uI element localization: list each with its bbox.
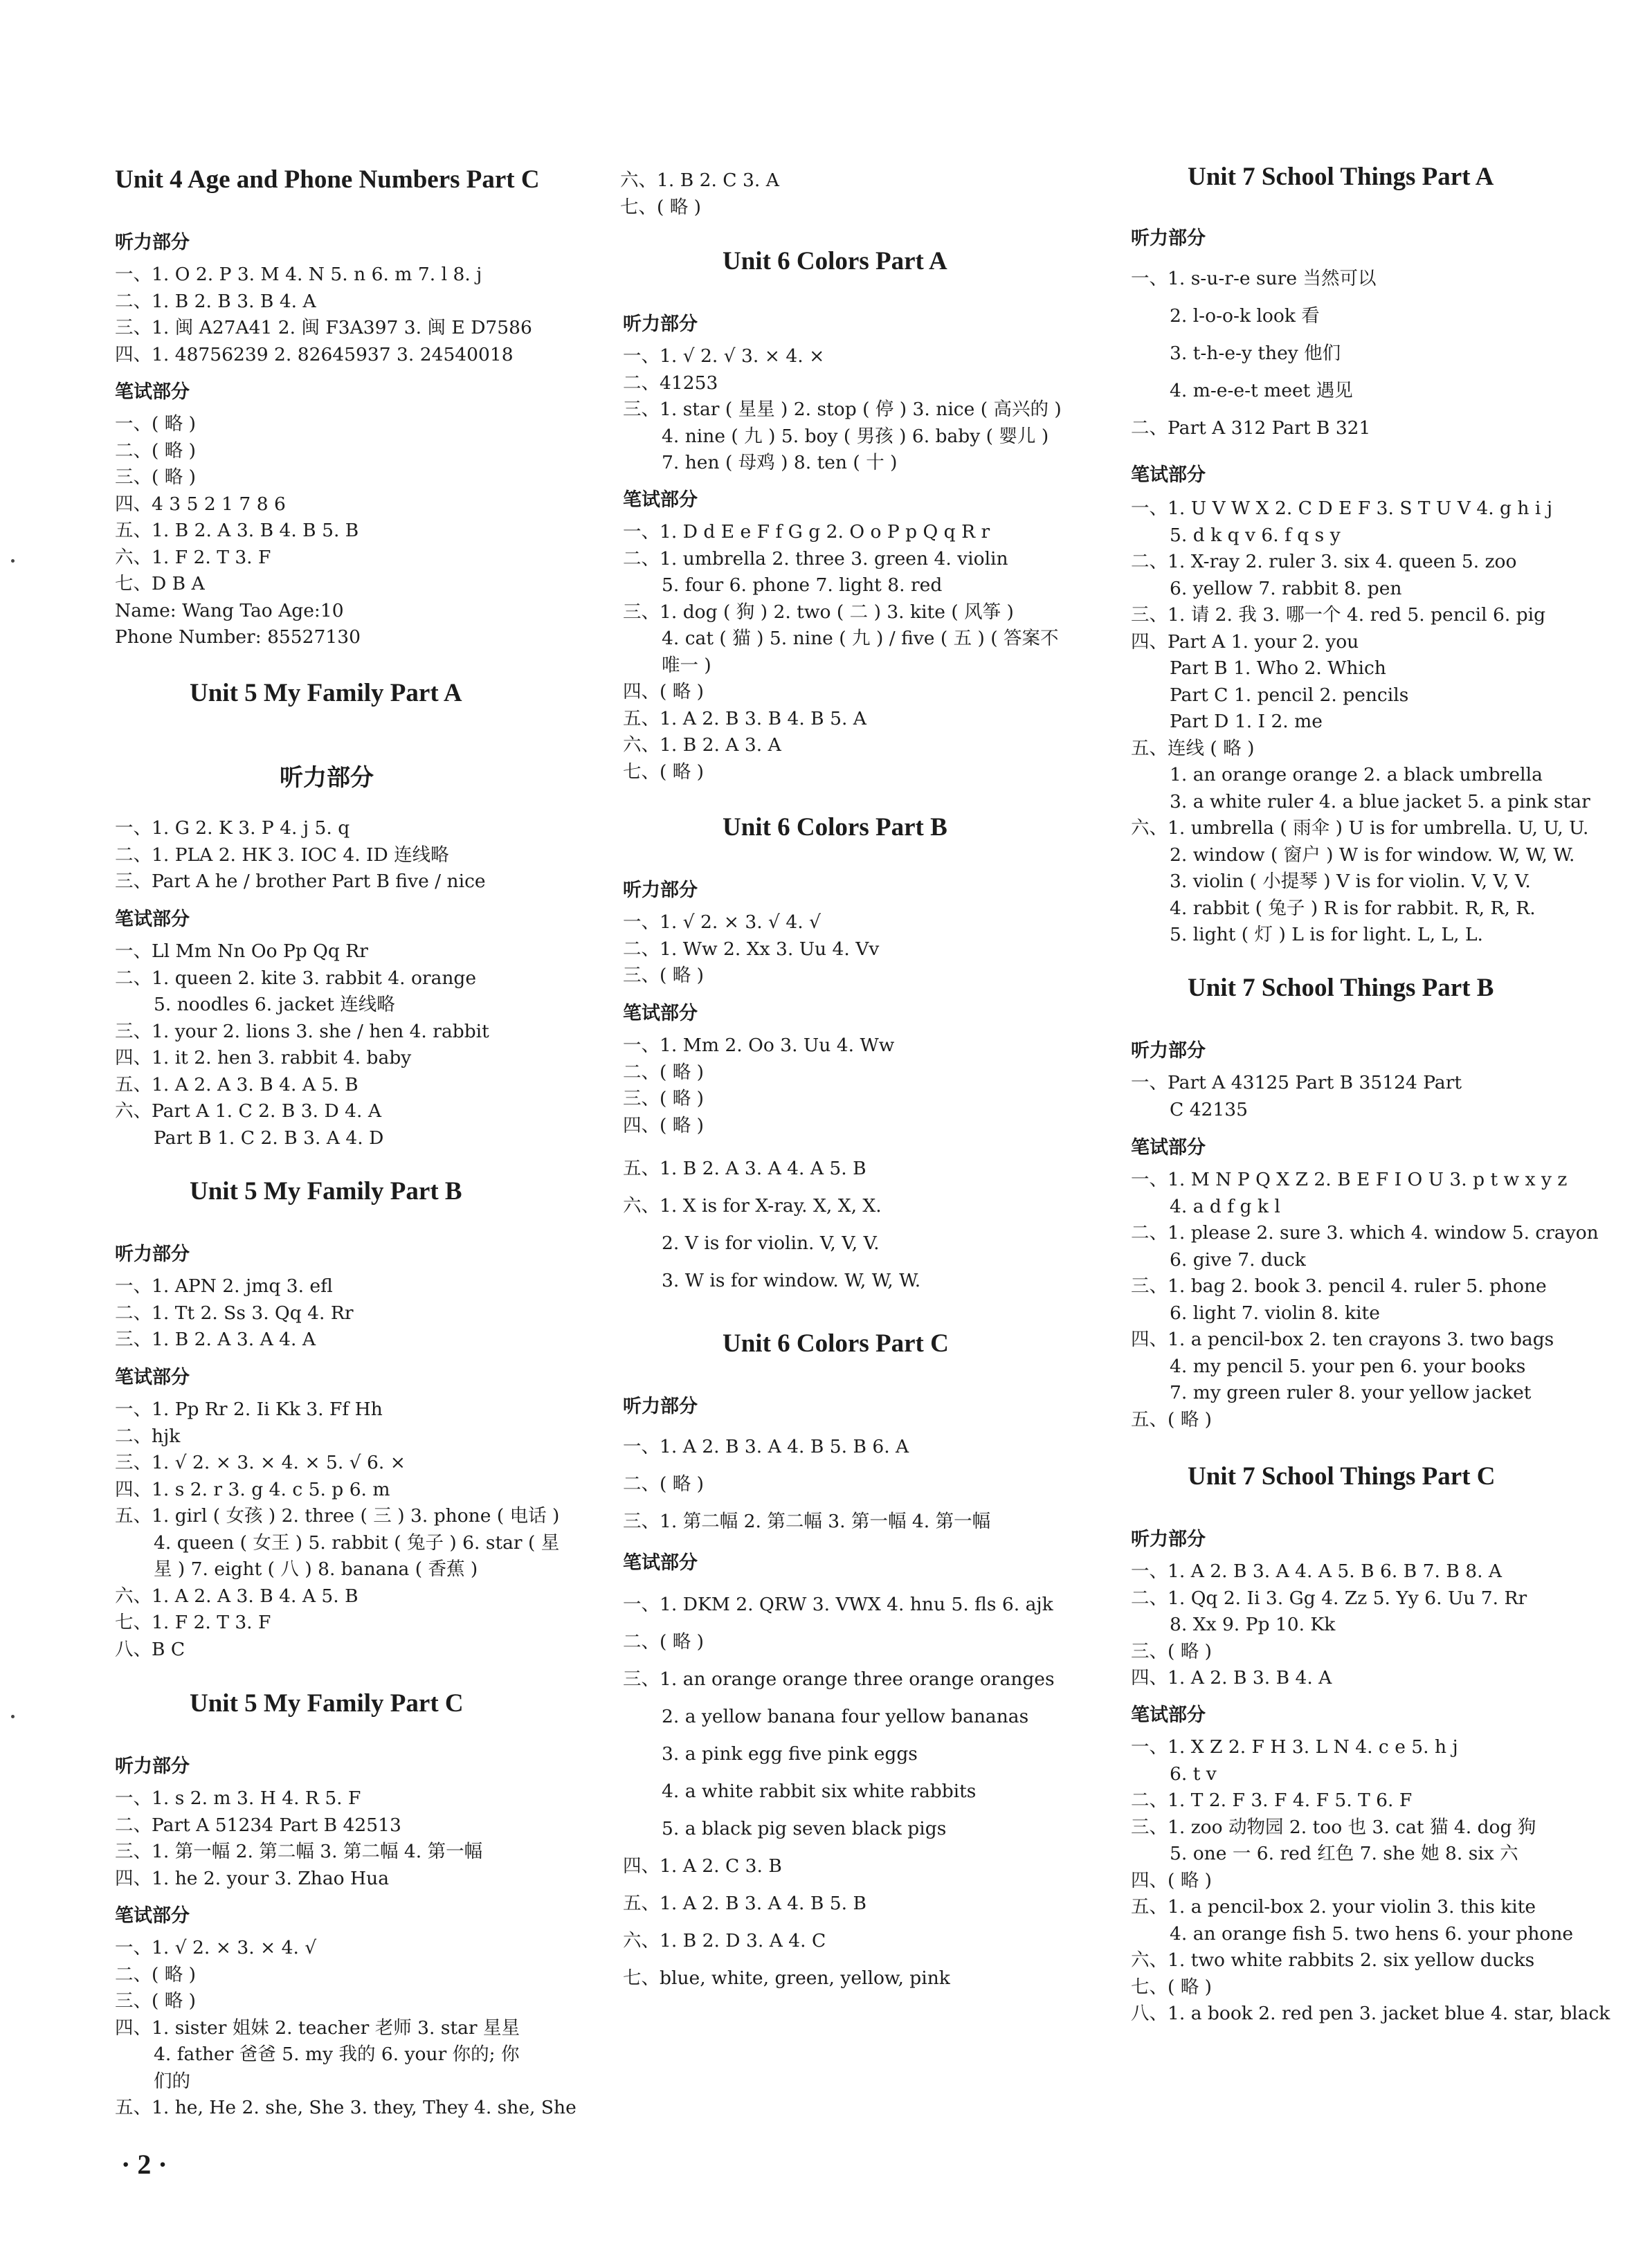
answer-line: 三、1. dog ( 狗 ) 2. two ( 二 ) 3. kite ( 风筝 ) [623,601,1014,623]
answer-list [623,519,1059,785]
answer-list [1131,1167,1599,1433]
answer-line: 一、1. O 2. P 3. M 4. N 5. n 6. m 7. l 8. j [115,264,482,285]
answer-line: 五、( 略 ) [1131,1408,1213,1430]
answer-line: 六、1. B 2. A 3. A [623,734,781,756]
answer-list [1131,1070,1462,1123]
answer-line: Name: Wang Tao Age:10 [115,599,344,621]
answer-line: 8. Xx 9. Pp 10. Kk [1170,1614,1336,1635]
answer-line: 七、blue, white, green, yellow, pink [623,1967,950,1989]
answer-line: 六、Part A 1. C 2. B 3. D 4. A [115,1100,381,1122]
answer-line: 一、1. APN 2. jmq 3. efl [115,1275,333,1297]
answer-line: 五、1. a pencil-box 2. your violin 3. this kite [1131,1896,1536,1918]
answer-line: 四、1. s 2. r 3. g 4. c 5. p 6. m [115,1478,390,1500]
answer-line: 4. my pencil 5. your pen 6. your books [1170,1355,1526,1377]
answer-line: 三、1. B 2. A 3. A 4. A [115,1329,316,1350]
answer-list [115,1273,354,1354]
answer-line: 六、1. umbrella ( 雨伞 ) U is for umbrella. U, U, U. [1131,817,1589,839]
answer-line: 5. light ( 灯 ) L is for light. L, L, L. [1170,924,1483,945]
answer-line: 三、( 略 ) [1131,1640,1213,1662]
answer-line: 三、( 略 ) [115,1990,197,2012]
answer-line: 一、1. s 2. m 3. H 4. R 5. F [115,1787,361,1809]
answer-line: 七、( 略 ) [623,761,705,783]
subsection-heading: 听力部分 [1131,228,1206,249]
answer-line: 三、( 略 ) [115,466,197,488]
section-title: Unit 7 School Things Part A [1188,163,1494,191]
answer-line: 二、( 略 ) [115,439,197,462]
answer-line: 一、1. Pp Rr 2. Ii Kk 3. Ff Hh [115,1399,383,1420]
answer-line: 二、( 略 ) [623,1473,705,1495]
subsection-heading: 听力部分 [280,764,374,792]
subsection-heading: 笔试部分 [115,909,190,930]
subsection-heading: 听力部分 [1131,1040,1206,1062]
answer-line: 二、( 略 ) [115,1963,197,1985]
answer-line: 1. an orange orange 2. a black umbrella [1170,764,1543,785]
answer-line: 们的 [154,2070,190,2092]
answer-line: 一、1. DKM 2. QRW 3. VWX 4. hnu 5. fls 6. ajk [623,1594,1053,1615]
section-title: Unit 6 Colors Part C [723,1329,949,1358]
answer-line: 四、1. A 2. C 3. B [623,1855,782,1877]
answer-line: 2. window ( 窗户 ) W is for window. W, W, W. [1170,844,1575,866]
answer-list [115,1785,482,1892]
answer-line: 一、1. √ 2. × 3. × 4. √ [115,1937,317,1958]
answer-line: Part C 1. pencil 2. pencils [1170,684,1409,706]
subsection-heading: 笔试部分 [1131,1137,1206,1158]
answer-line: 三、1. 第二幅 2. 第二幅 3. 第一幅 4. 第一幅 [623,1511,991,1532]
answer-line: 5. a black pig seven black pigs [662,1818,947,1839]
answer-line: 二、1. Tt 2. Ss 3. Qq 4. Rr [115,1302,354,1324]
answer-line: 二、1. Ww 2. Xx 3. Uu 4. Vv [623,938,880,960]
answer-line: 一、1. s-u-r-e sure 当然可以 [1131,268,1377,289]
answer-list [1131,1558,1527,1692]
answer-line: 五、1. B 2. A 3. A 4. A 5. B [623,1158,866,1179]
answer-line: 二、1. Qq 2. Ii 3. Gg 4. Zz 5. Yy 6. Uu 7. Rr [1131,1587,1527,1609]
answer-line: 4. nine ( 九 ) 5. boy ( 男孩 ) 6. baby ( 婴儿 ) [662,425,1049,447]
section-title: Unit 7 School Things Part B [1188,974,1494,1002]
answer-list [623,1586,1055,1997]
answer-line: 5. four 6. phone 7. light 8. red [662,574,943,596]
answer-list [623,1033,894,1139]
answer-list [115,815,486,895]
subsection-heading: 笔试部分 [623,1552,698,1574]
answer-line: 四、1. he 2. your 3. Zhao Hua [115,1867,390,1889]
answer-list [1131,495,1590,949]
answer-list [1131,1734,1610,2028]
answer-line: 四、Part A 1. your 2. you [1131,630,1359,653]
answer-line: 五、1. B 2. A 3. B 4. B 5. B [115,520,359,541]
answer-line: 六、1. two white rabbits 2. six yellow ducks [1131,1949,1535,1971]
answer-line: 二、1. umbrella 2. three 3. green 4. violin [623,547,1008,570]
subsection-heading: 听力部分 [623,1396,698,1417]
answer-line: 四、1. a pencil-box 2. ten crayons 3. two bags [1131,1329,1554,1350]
answer-line: Part D 1. I 2. me [1170,711,1323,732]
answer-line: 二、1. B 2. B 3. B 4. A [115,290,316,312]
subsection-heading: 笔试部分 [115,1905,190,1927]
answer-line: 2. a yellow banana four yellow bananas [662,1706,1029,1727]
answer-line: 二、1. PLA 2. HK 3. IOC 4. ID 连线略 [115,844,449,866]
answer-line: 五、1. girl ( 女孩 ) 2. three ( 三 ) 3. phone ( 电话 ) [115,1505,560,1527]
answer-line: 三、( 略 ) [623,965,705,986]
answer-line: 三、1. 第一幅 2. 第二幅 3. 第二幅 4. 第一幅 [115,1841,483,1862]
answer-line: 四、1. A 2. B 3. B 4. A [1131,1667,1332,1689]
subsection-heading: 笔试部分 [115,1367,190,1388]
section-title: Unit 6 Colors Part B [723,813,947,842]
answer-line: 一、1. √ 2. × 3. √ 4. √ [623,911,821,933]
answer-line: 一、( 略 ) [115,413,197,435]
subsection-heading: 听力部分 [115,1244,190,1265]
answer-line: 四、1. it 2. hen 3. rabbit 4. baby [115,1047,412,1068]
answer-line: 3. t-h-e-y they 他们 [1170,343,1341,364]
answer-line: 4. a white rabbit six white rabbits [662,1781,977,1802]
answer-line: 2. l-o-o-k look 看 [1170,305,1320,327]
answer-line: 6. light 7. violin 8. kite [1170,1302,1380,1324]
answer-line: 3. violin ( 小提琴 ) V is for violin. V, V, V. [1170,871,1531,892]
answer-list [115,1397,559,1663]
answer-line: 五、1. A 2. A 3. B 4. A 5. B [115,1073,358,1095]
answer-line: 二、1. queen 2. kite 3. rabbit 4. orange [115,967,477,989]
answer-line: 七、D B A [115,573,205,594]
answer-line: 二、Part A 51234 Part B 42513 [115,1814,401,1836]
answer-line: 一、Part A 43125 Part B 35124 Part [1131,1072,1462,1093]
answer-line: 7. my green ruler 8. your yellow jacket [1170,1382,1532,1403]
answer-line: 4. rabbit ( 兔子 ) R is for rabbit. R, R, R. [1170,897,1536,919]
answer-line: 四、1. sister 姐妹 2. teacher 老师 3. star 星星 [115,2017,520,2039]
subsection-heading: 笔试部分 [1131,464,1206,486]
answer-line: 七、1. F 2. T 3. F [115,1612,271,1633]
answer-list [115,938,489,1152]
answer-line: 2. V is for violin. V, V, V. [662,1232,880,1254]
subsection-heading: 听力部分 [623,880,698,901]
answer-line: 六、1. X is for X-ray. X, X, X. [623,1195,882,1217]
section-title: Unit 4 Age and Phone Numbers Part C [115,165,540,194]
answer-list [1131,260,1376,447]
section-title: Unit 5 My Family Part C [190,1689,464,1718]
answer-line: 二、1. please 2. sure 3. which 4. window 5. crayon [1131,1222,1599,1244]
answer-line: 八、B C [115,1638,185,1660]
answer-line: 3. a pink egg five pink eggs [662,1743,918,1765]
answer-line: 五、1. A 2. B 3. B 4. B 5. A [623,707,866,729]
section-title: Unit 5 My Family Part B [190,1177,462,1206]
answer-line: 二、hjk [115,1425,181,1447]
answer-line: 六、1. F 2. T 3. F [115,546,271,568]
answer-line: 4. a d f g k l [1170,1195,1280,1217]
page-number: · 2 · [121,2149,167,2180]
answer-line: 4. father 爸爸 5. my 我的 6. your 你的; 你 [154,2044,520,2065]
answer-line: 唯一 ) [662,654,711,676]
answer-line: 二、( 略 ) [623,1631,705,1653]
answer-line: 五、1. A 2. B 3. A 4. B 5. B [623,1893,866,1914]
answer-line: 三、1. 闽 A27A41 2. 闽 F3A397 3. 闽 E D7586 [115,317,532,338]
answer-line: 五、1. he, He 2. she, She 3. they, They 4. she, She [115,2097,577,2118]
answer-line: 三、1. an orange orange three orange oranges [623,1668,1055,1690]
subsection-heading: 笔试部分 [115,381,190,403]
subsection-heading: 笔试部分 [623,489,698,511]
answer-line: 5. noodles 6. jacket 连线略 [154,994,395,1015]
subsection-heading: 听力部分 [115,232,190,253]
answer-line: 三、1. √ 2. × 3. × 4. × 5. √ 6. × [115,1452,406,1473]
subsection-heading: 笔试部分 [1131,1704,1206,1726]
answer-line: 6. t v [1170,1763,1217,1785]
answer-line: 一、1. A 2. B 3. A 4. A 5. B 6. B 7. B 8. A [1131,1561,1503,1582]
answer-line: 一、1. A 2. B 3. A 4. B 5. B 6. A [623,1436,909,1457]
answer-line: 四、1. 48756239 2. 82645937 3. 24540018 [115,343,514,365]
answer-line: 二、Part A 312 Part B 321 [1131,417,1371,439]
answer-list [115,411,361,651]
subsection-heading: 听力部分 [115,1756,190,1777]
margin-dot [11,559,15,563]
answer-line: 6. yellow 7. rabbit 8. pen [1170,577,1402,599]
answer-list [623,1428,990,1540]
answer-line: 四、( 略 ) [623,681,705,702]
answer-list [623,343,1062,477]
answer-line: Part B 1. C 2. B 3. A 4. D [154,1127,384,1149]
answer-line: 四、( 略 ) [623,1114,705,1136]
answer-line: 七、( 略 ) [620,196,702,218]
answer-line: 六、1. B 2. C 3. A [620,170,779,191]
answer-line: 二、1. T 2. F 3. F 4. F 5. T 6. F [1131,1790,1413,1811]
subsection-heading: 听力部分 [623,313,698,335]
margin-dot [11,1715,15,1718]
answer-line: Part B 1. Who 2. Which [1170,657,1386,679]
answer-line: 七、( 略 ) [1131,1976,1213,1998]
answer-line: 四、4 3 5 2 1 7 8 6 [115,493,286,515]
subsection-heading: 听力部分 [1131,1529,1206,1550]
answer-line: 三、1. zoo 动物园 2. too 也 3. cat 猫 4. dog 狗 [1131,1816,1536,1838]
answer-line: 五、连线 ( 略 ) [1131,737,1255,759]
answer-line: 5. one 一 6. red 红色 7. she 她 8. six 六 [1170,1843,1518,1864]
answer-line: 4. m-e-e-t meet 遇见 [1170,380,1353,401]
subsection-heading: 笔试部分 [623,1003,698,1024]
answer-list [623,909,879,990]
answer-line: 一、1. Mm 2. Oo 3. Uu 4. Ww [623,1035,895,1056]
answer-line: 三、( 略 ) [623,1088,705,1109]
answer-line: 一、1. X Z 2. F H 3. L N 4. c e 5. h j [1131,1736,1458,1758]
answer-line: 5. d k q v 6. f q s y [1170,524,1341,546]
answer-line: 一、Ll Mm Nn Oo Pp Qq Rr [115,940,368,962]
answer-line: 4. an orange fish 5. two hens 6. your phone [1170,1922,1574,1945]
section-title: Unit 7 School Things Part C [1188,1462,1496,1491]
answer-list [115,262,532,368]
answer-line: 3. a white ruler 4. a blue jacket 5. a pink star [1170,790,1590,812]
answer-list [115,1935,577,2122]
answer-line: 二、41253 [623,372,718,394]
answer-line: 三、1. your 2. lions 3. she / hen 4. rabbit [115,1020,489,1042]
answer-line: 一、1. G 2. K 3. P 4. j 5. q [115,817,350,839]
answer-line: 一、1. M N P Q X Z 2. B E F I O U 3. p t w x y z [1131,1169,1568,1190]
answer-line: 7. hen ( 母鸡 ) 8. ten ( 十 ) [662,452,898,473]
answer-line: 3. W is for window. W, W, W. [662,1270,921,1291]
answer-line: 八、1. a book 2. red pen 3. jacket blue 4. star, black [1131,2003,1610,2024]
answer-line: 三、1. star ( 星星 ) 2. stop ( 停 ) 3. nice ( 高兴的 ) [623,399,1062,420]
answer-line: 4. queen ( 女王 ) 5. rabbit ( 兔子 ) 6. star ( 星 [154,1531,560,1554]
answer-line: 星 ) 7. eight ( 八 ) 8. banana ( 香蕉 ) [154,1558,478,1580]
answer-line: 一、1. U V W X 2. C D E F 3. S T U V 4. g h i j [1131,498,1553,519]
answer-list [620,167,779,221]
answer-line: 三、Part A he / brother Part B five / nice [115,871,486,892]
answer-line: C 42135 [1170,1098,1249,1120]
answer-line: 六、1. B 2. D 3. A 4. C [623,1930,826,1952]
answer-line: 三、1. 请 2. 我 3. 哪一个 4. red 5. pencil 6. pig [1131,604,1546,626]
section-title: Unit 6 Colors Part A [723,247,947,275]
answer-line: 六、1. A 2. A 3. B 4. A 5. B [115,1585,358,1607]
section-title: Unit 5 My Family Part A [190,679,462,707]
answer-line: 四、( 略 ) [1131,1869,1213,1891]
answer-line: Phone Number: 85527130 [115,626,361,648]
answer-line: 二、1. X-ray 2. ruler 3. six 4. queen 5. zoo [1131,551,1517,572]
answer-line: 一、1. √ 2. √ 3. × 4. × [623,345,825,367]
answer-line: 6. give 7. duck [1170,1248,1306,1271]
answer-line: 二、( 略 ) [623,1061,705,1083]
answer-list [623,1150,920,1300]
answer-line: 三、1. bag 2. book 3. pencil 4. ruler 5. phone [1131,1275,1547,1297]
answer-line: 一、1. D d E e F f G g 2. O o P p Q q R r [623,521,990,543]
answer-line: 4. cat ( 猫 ) 5. nine ( 九 ) / five ( 五 ) ( 答案不 [662,628,1059,649]
